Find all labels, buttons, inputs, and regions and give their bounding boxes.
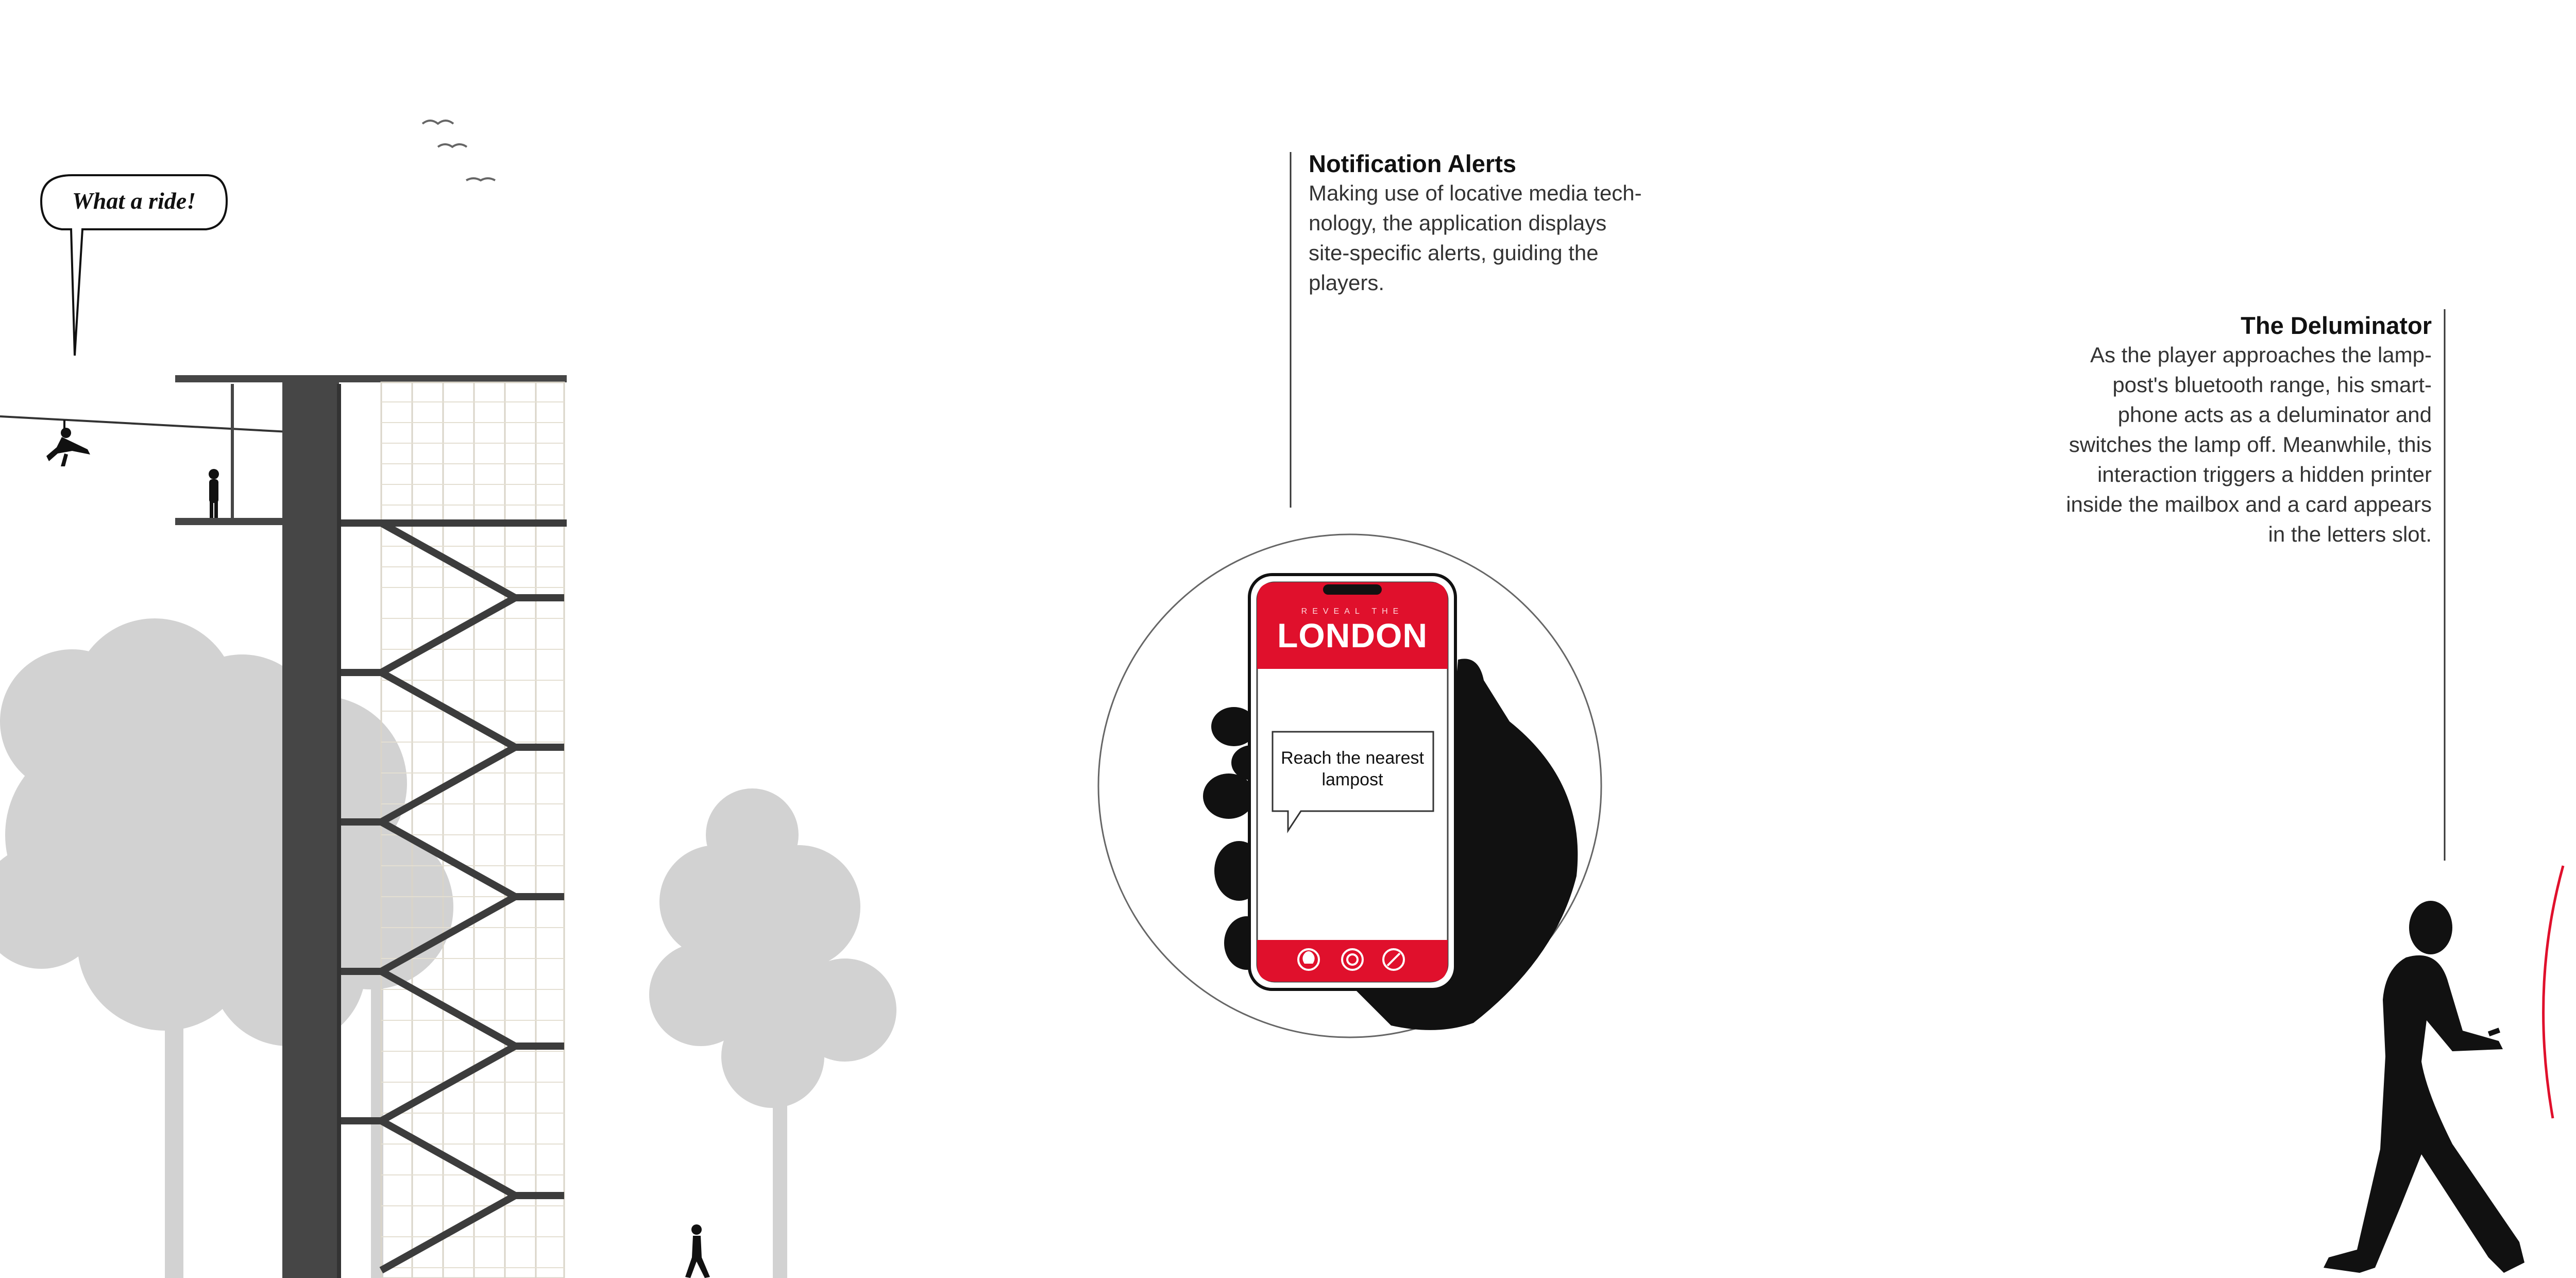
app-brand-logo: LONDON — [1277, 616, 1428, 654]
notification-body: Making use of locative media tech-nology, the application displays site-specific alerts, guiding the players. — [1309, 181, 1642, 295]
deluminator-title: The Deluminator — [2241, 312, 2432, 339]
signal-waves — [2544, 866, 2576, 1118]
speech-bubble-text: What a ride! — [72, 188, 196, 214]
player-silhouette-icon — [2324, 901, 2524, 1273]
tree-left — [0, 618, 453, 1278]
person-on-tower-icon — [209, 469, 219, 518]
notification-title: Notification Alerts — [1309, 150, 1517, 177]
zipline-cable — [0, 416, 289, 432]
zipline-rider-icon — [46, 420, 90, 466]
tree-middle — [649, 788, 896, 1278]
phone-alert-message: Reach the nearest lampost — [1281, 748, 1424, 789]
notification-annotation — [1309, 149, 1649, 298]
deluminator-body: As the player approaches the lamp-post's bluetooth range, his smart-phone acts as a deluminator and switches the lamp off. Meanwhile, this interaction triggers a hidden printer inside the mailbox and a card appears in the letters slot. — [2066, 343, 2432, 546]
app-brand-tagline: REVEAL THE — [1301, 607, 1404, 616]
deluminator-annotation — [2061, 311, 2432, 549]
birds-icon — [422, 121, 495, 180]
pedestrian-icon — [685, 1224, 710, 1278]
